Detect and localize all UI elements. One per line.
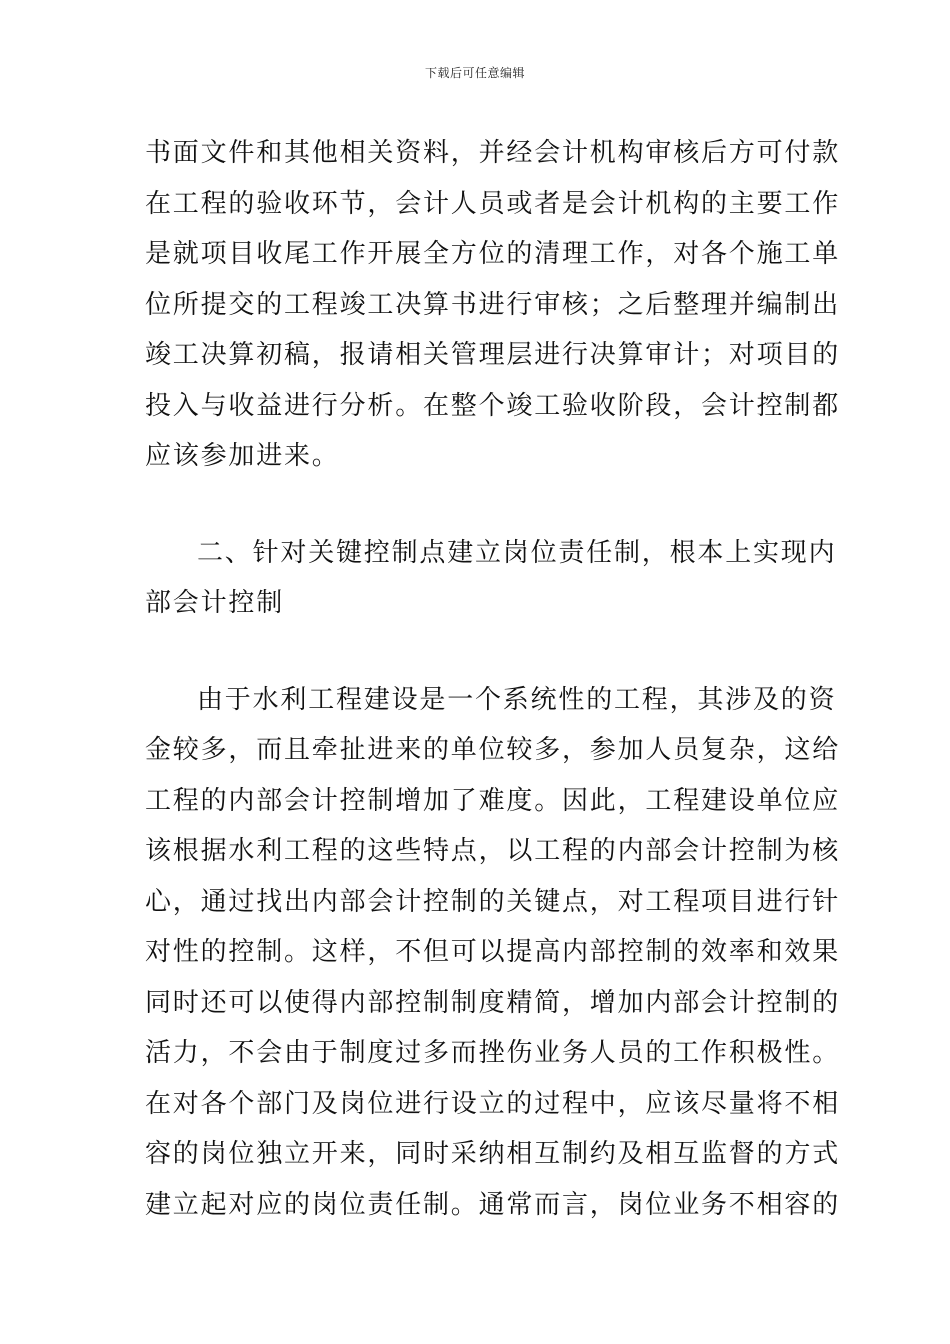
document-body (145, 128, 841, 1230)
heading-line: 二、针对关键控制点建立岗位责任制，根本上实现内 (197, 537, 837, 568)
text-line: 竣工决算初稿，报请相关管理层进行决算审计；对项目的 (145, 340, 841, 370)
text-line: 工程的内部会计控制增加了难度。因此，工程建设单位应 (145, 785, 841, 816)
paragraph-continuation (145, 128, 841, 482)
text-line: 在工程的验收环节，会计人员或者是会计机构的主要工作 (145, 188, 841, 219)
heading-line: 部会计控制 (145, 588, 285, 618)
text-line: 是就项目收尾工作开展全方位的清理工作，对各个施工单 (145, 239, 841, 269)
body-paragraph (145, 675, 841, 1231)
text-line: 心，通过找出内部会计控制的关键点，对工程项目进行针 (145, 886, 841, 917)
text-line: 同时还可以使得内部控制制度精简，增加内部会计控制的 (145, 987, 841, 1018)
text-line: 投入与收益进行分析。在整个竣工验收阶段，会计控制都 (145, 390, 841, 421)
text-line: 活力，不会由于制度过多而挫伤业务人员的工作积极性。 (145, 1038, 841, 1068)
text-line: 在对各个部门及岗位进行设立的过程中，应该尽量将不相 (145, 1088, 841, 1119)
text-line: 该根据水利工程的这些特点，以工程的内部会计控制为核 (145, 836, 841, 866)
text-line: 位所提交的工程竣工决算书进行审核；之后整理并编制出 (145, 289, 841, 320)
text-line: 对性的控制。这样，不但可以提高内部控制的效率和效果 (145, 937, 841, 967)
text-line: 由于水利工程建设是一个系统性的工程，其涉及的资 (197, 684, 837, 715)
text-line: 书面文件和其他相关资料，并经会计机构审核后方可付款 (145, 138, 841, 168)
text-line: 容的岗位独立开来，同时采纳相互制约及相互监督的方式 (145, 1139, 841, 1169)
text-line: 金较多，而且牵扯进来的单位较多，参加人员复杂，这给 (145, 735, 841, 765)
text-line: 应该参加进来。 (145, 441, 340, 471)
text-line: 建立起对应的岗位责任制。通常而言，岗位业务不相容的 (145, 1189, 841, 1220)
page-header-note: 下载后可任意编辑 (424, 66, 525, 80)
section-heading (145, 528, 837, 629)
